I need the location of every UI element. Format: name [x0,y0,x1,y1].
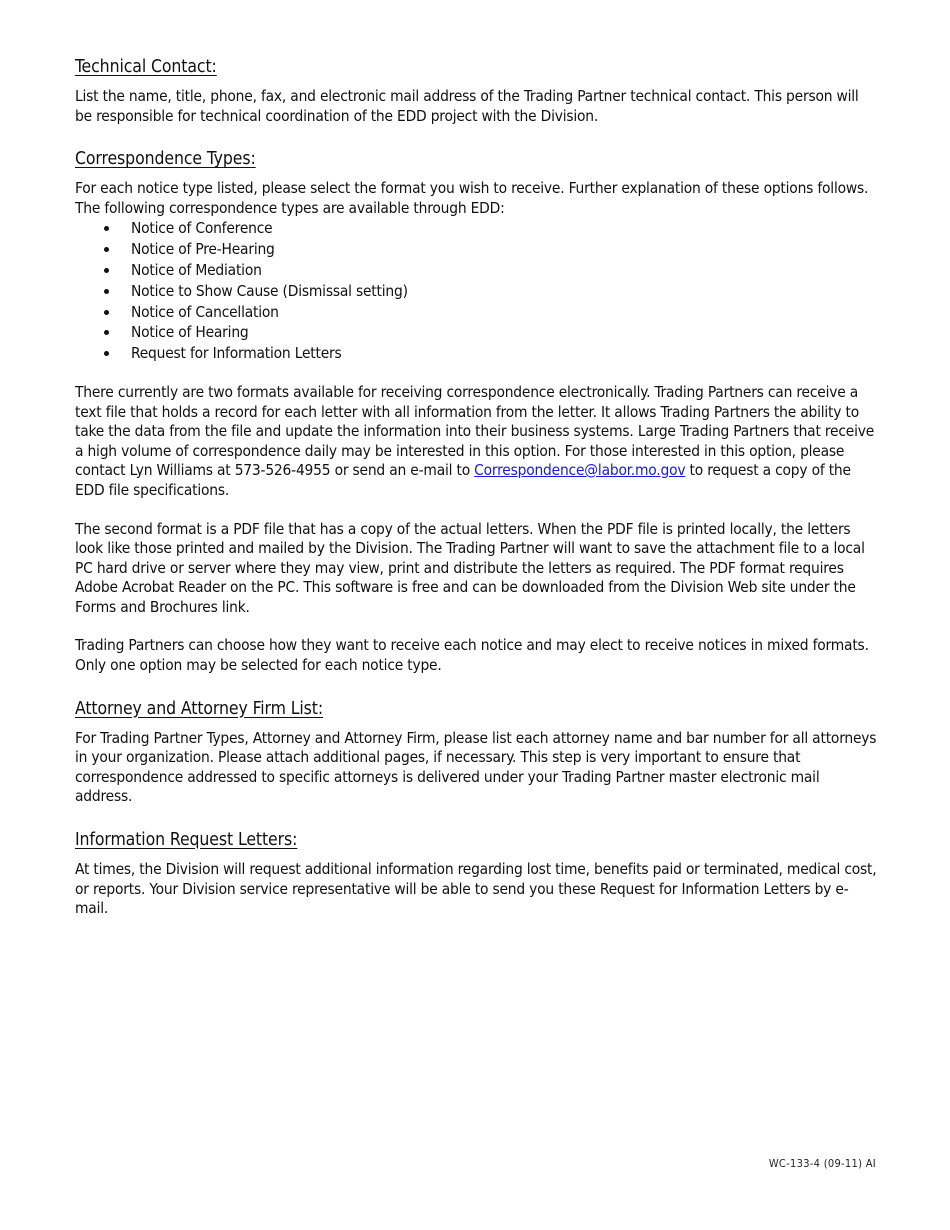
bullet-icon [104,247,109,252]
section-heading-attorney-list: Attorney and Attorney Firm List: [75,698,324,719]
section-heading-correspondence-types: Correspondence Types: [75,149,256,170]
correspondence-types-list [75,218,877,364]
section-heading-technical-contact: Technical Contact: [75,57,217,77]
form-number-footer: WC-133-4 (09-11) AI [768,1157,876,1170]
list-item: Notice of Pre-Hearing [75,239,877,260]
list-item: Notice of Mediation [75,260,877,281]
pdf-format-paragraph: The second format is a PDF file that has a copy of the actual letters. When the PDF file is printed locally, the letters look like those printed and mailed by the Division. The Trading Partner will want to save the attachment file to a local PC hard drive or server where they may view, print and distribute the letters as required. The PDF format requires Adobe Acrobat Reader on the PC. This software is free and can be downloaded from the Division Web site under the Forms and Brochures link. [75,519,865,616]
bullet-icon [104,330,109,335]
section-heading-information-request: Information Request Letters: [75,830,298,851]
bullet-icon [104,268,109,273]
list-item: Request for Information Letters [75,343,877,364]
list-item: Notice to Show Cause (Dismissal setting) [75,281,877,302]
technical-contact-text: List the name, title, phone, fax, and electronic mail address of the Trading Partner technical contact. This person will be responsible for technical coordination of the EDD project with the Division. [75,87,859,125]
bullet-icon [104,226,109,231]
bullet-icon [104,351,109,356]
mixed-formats-paragraph: Trading Partners can choose how they want to receive each notice and may elect to receive notices in mixed formats. Only one option may be selected for each notice type. [75,636,869,675]
correspondence-email-link[interactable]: Correspondence@labor.mo.gov [474,461,686,480]
information-request-text: At times, the Division will request additional information regarding lost time, benefits paid or terminated, medical cost, or reports. Your Division service representative will be able to send you these Request for Information Letters by e-mail. [75,860,877,918]
attorney-list-text: For Trading Partner Types, Attorney and Attorney Firm, please list each attorney name and bar number for all attorneys in your organization. Please attach additional pages, if necessary. This step is very important to ensure that correspondence addressed to specific attorneys is delivered under your Trading Partner master electronic mail address. [75,728,877,806]
document-page [75,56,877,919]
list-item: Notice of Conference [75,218,877,239]
bullet-icon [104,310,109,315]
correspondence-intro-text: For each notice type listed, please select the format you wish to receive. Further explanation of these options follows. The following correspondence types are available through EDD: [75,179,869,217]
formats-paragraph: There currently are two formats available for receiving correspondence electronically. Trading Partners can receive a text file that holds a record for each letter with all information from the letter. It allows Trading Partners the ability to take the data from the file and update the information into their business systems. Large Trading Partners that receive a high volume of correspondence daily may be interested in this option. For those interested in this option, please contact Lyn Williams at 573-526-4955 or send an e-mail to Correspondence@labor.mo.gov to request a copy of the EDD file specifications. [75,382,875,499]
bullet-icon [104,289,109,294]
list-item: Notice of Hearing [75,322,877,343]
list-item: Notice of Cancellation [75,302,877,323]
